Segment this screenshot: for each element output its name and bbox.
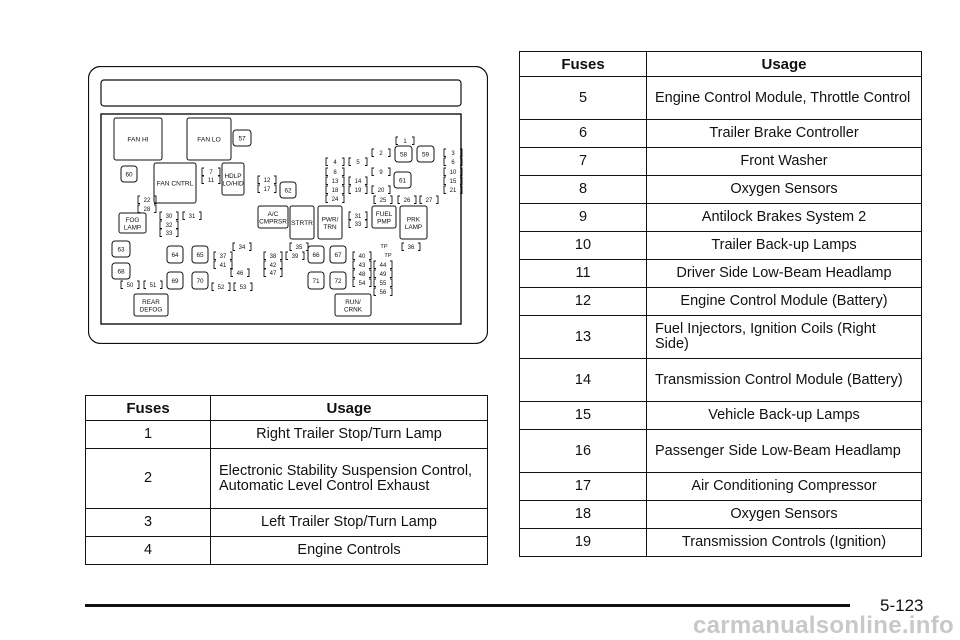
fuse-13-label: 13 [331, 179, 339, 186]
fuse-53-label: 53 [239, 285, 247, 292]
fuse-56-label: 56 [379, 290, 387, 297]
fuse-26-label: 26 [403, 198, 411, 205]
fuse-47-label: 47 [269, 271, 277, 278]
fuse-31-label: 31 [188, 214, 196, 221]
table-row [520, 176, 922, 204]
fuse-number: 9 [520, 204, 647, 232]
table-header-row [520, 52, 922, 77]
fuse-43-label: 43 [358, 263, 366, 270]
table-row [520, 473, 922, 501]
fuse-44-label: 44 [379, 263, 387, 270]
relay-58-label: 58 [399, 151, 408, 159]
relay-69-label: 69 [171, 277, 179, 285]
pwr-trn-relay-box-label: PWR/ [321, 216, 339, 224]
fuse-number: 13 [520, 316, 647, 359]
fuse-7-label: 7 [209, 170, 213, 177]
fuse-11-label: 11 [207, 178, 215, 185]
relay-60-label: 60 [125, 171, 133, 179]
fuse-12-label: 12 [263, 178, 271, 185]
fuse-usage-table-1 [85, 395, 488, 565]
table-row [86, 537, 488, 565]
fog-lamp-relay-box-label: FOG [125, 217, 140, 224]
table-row [520, 402, 922, 430]
fuse-34-label: 34 [238, 245, 246, 252]
relay-67-label: 67 [334, 251, 342, 259]
fuse-46-label: 46 [236, 271, 244, 278]
run-crnk-relay-box-label: RUN/ [345, 299, 361, 306]
fuse-usage: Oxygen Sensors [647, 176, 922, 204]
ac-cmprsr-relay-box-label: A/C [267, 211, 279, 218]
fuse-1-label: 1 [403, 139, 407, 146]
fuse-24-label: 24 [331, 197, 339, 204]
fuse-usage: Left Trailer Stop/Turn Lamp [211, 509, 488, 537]
tp-label: TP [384, 253, 392, 259]
fuse-41-label: 41 [219, 263, 227, 270]
relay-72-label: 72 [334, 277, 342, 285]
fuse-2-label: 2 [379, 151, 383, 158]
ac-cmprsr-relay-box-label: CMPRSR [259, 218, 287, 226]
page-number: 5-123 [880, 596, 924, 615]
column-header-usage: Usage [647, 52, 922, 77]
column-header-usage: Usage [211, 396, 488, 421]
fuse-number: 16 [520, 430, 647, 473]
fuse-8-label: 8 [333, 170, 337, 177]
fuse-usage: Transmission Control Module (Battery) [647, 359, 922, 402]
fuse-usage: Transmission Controls (Ignition) [647, 529, 922, 557]
fuse-28-label: 28 [143, 207, 151, 214]
fuse-55-label: 55 [379, 281, 387, 288]
fuse-40-label: 40 [358, 254, 366, 261]
run-crnk-relay-box-label: CRNK [343, 306, 363, 314]
footer-rule [85, 604, 850, 607]
fuse-5-label: 5 [356, 160, 360, 167]
fuel-pmp-relay-box-label: FUEL [375, 211, 393, 218]
fuse-usage: Front Washer [647, 148, 922, 176]
fuse-usage: Trailer Brake Controller [647, 120, 922, 148]
prk-lamp-relay-box-label: PRK [406, 216, 421, 224]
column-header-fuses: Fuses [520, 52, 647, 77]
fan-hi-relay-box-label: FAN HI [127, 136, 149, 144]
fuse-usage: Trailer Back-up Lamps [647, 232, 922, 260]
fuse-51-label: 51 [149, 283, 157, 290]
fuse-usage: Fuel Injectors, Ignition Coils (Right Side) [647, 316, 922, 359]
fuse-number: 8 [520, 176, 647, 204]
fog-lamp-relay-box-label: LAMP [123, 224, 142, 232]
fuse-number: 5 [520, 77, 647, 120]
hdlp-lohid-relay-box-label: LO/HID [222, 180, 244, 188]
relay-59-label: 59 [421, 151, 430, 159]
fuse-usage: Passenger Side Low-Beam Headlamp [647, 430, 922, 473]
fuse-block-header-bar [101, 80, 461, 106]
relay-65-label: 65 [196, 251, 204, 259]
fuse-17-label: 17 [263, 187, 271, 194]
fuse-number: 7 [520, 148, 647, 176]
fuse-usage: Electronic Stability Suspension Control, Automatic Level Control Exhaust [211, 449, 488, 509]
table-row [520, 77, 922, 120]
table-header-row [86, 396, 488, 421]
fuse-50-label: 50 [126, 283, 134, 290]
fuse-10-label: 10 [449, 170, 457, 177]
strtr-relay-box-label: STRTR [291, 220, 313, 227]
relay-64-label: 64 [171, 251, 179, 259]
relay-61-label: 61 [398, 177, 407, 185]
fuse-number: 15 [520, 402, 647, 430]
fuse-usage: Engine Control Module, Throttle Control [647, 77, 922, 120]
table-row [520, 359, 922, 402]
fuse-9-label: 9 [379, 170, 383, 177]
fuse-number: 6 [520, 120, 647, 148]
fan-lo-relay-box-label: FAN LO [197, 136, 221, 144]
fuse-number: 10 [520, 232, 647, 260]
fuse-20-label: 20 [377, 188, 385, 195]
fan-cntrl-relay-box-label: FAN CNTRL [156, 180, 194, 188]
relay-62-label: 62 [284, 187, 292, 195]
watermark: carmanualsonline.info [692, 612, 954, 639]
fuse-number: 3 [86, 509, 211, 537]
table-row [520, 232, 922, 260]
fuse-number: 17 [520, 473, 647, 501]
table-row [520, 148, 922, 176]
fuse-19-label: 19 [354, 188, 362, 195]
rear-defog-relay-box-label: DEFOG [139, 306, 163, 314]
fuse-37-label: 37 [219, 254, 227, 261]
fuse-21-label: 21 [449, 188, 457, 195]
fuse-number: 11 [520, 260, 647, 288]
table-row [86, 421, 488, 449]
table-row [520, 120, 922, 148]
fuse-block-diagram [88, 66, 488, 344]
table-row [520, 260, 922, 288]
table-row [520, 501, 922, 529]
fuse-27-label: 27 [425, 198, 433, 205]
fuse-15-label: 15 [449, 179, 457, 186]
fuse-39-label: 39 [291, 254, 299, 261]
table-row [520, 204, 922, 232]
fuse-usage: Oxygen Sensors [647, 501, 922, 529]
table-row [86, 509, 488, 537]
fuse-3-label: 3 [451, 151, 455, 158]
fuse-usage: Right Trailer Stop/Turn Lamp [211, 421, 488, 449]
fuse-18-label: 18 [331, 188, 339, 195]
table-row [86, 449, 488, 509]
column-header-fuses: Fuses [86, 396, 211, 421]
fuse-38-label: 38 [269, 254, 277, 261]
rear-defog-relay-box-label: REAR [142, 299, 160, 306]
table-row [520, 430, 922, 473]
table-row [520, 316, 922, 359]
fuse-number: 18 [520, 501, 647, 529]
fuse-usage-table-2 [519, 51, 922, 557]
relay-68-label: 68 [117, 268, 125, 276]
fuse-32-label: 32 [165, 223, 173, 230]
relay-66-label: 66 [312, 251, 320, 259]
fuse-usage: Engine Controls [211, 537, 488, 565]
relay-71-label: 71 [312, 277, 320, 285]
fuse-48-label: 48 [358, 272, 366, 279]
prk-lamp-relay-box-label: LAMP [404, 224, 423, 231]
fuse-block-svg [88, 66, 488, 344]
fuse-usage: Air Conditioning Compressor [647, 473, 922, 501]
fuse-usage: Engine Control Module (Battery) [647, 288, 922, 316]
fuse-33-secondary-label: 33 [165, 231, 173, 238]
fuel-pmp-relay-box-label: PMP [377, 218, 391, 226]
fuse-54-label: 54 [358, 281, 366, 288]
fuse-usage: Antilock Brakes System 2 [647, 204, 922, 232]
fuse-33-label: 33 [354, 222, 362, 229]
hdlp-lohid-relay-box-label: HDLP [224, 173, 242, 180]
fuse-14-label: 14 [354, 179, 362, 186]
fuse-36-label: 36 [407, 245, 415, 252]
tp-label: TP [380, 244, 388, 250]
fuse-number: 4 [86, 537, 211, 565]
pwr-trn-relay-box-label: TRN [323, 224, 337, 231]
table-row [520, 288, 922, 316]
fuse-number: 2 [86, 449, 211, 509]
relay-70-label: 70 [196, 277, 204, 285]
fuse-6-label: 6 [451, 160, 455, 167]
fuse-number: 14 [520, 359, 647, 402]
fuse-4-label: 4 [333, 160, 337, 167]
fuse-22-label: 22 [143, 198, 151, 205]
relay-63-label: 63 [117, 246, 125, 254]
fuse-42-label: 42 [269, 263, 277, 270]
table-row [520, 529, 922, 557]
fuse-52-label: 52 [217, 285, 225, 292]
relay-57-label: 57 [238, 135, 246, 143]
fuse-usage: Vehicle Back-up Lamps [647, 402, 922, 430]
fuse-30-label: 30 [165, 214, 173, 221]
fuse-31-secondary-label: 31 [354, 214, 362, 221]
fuse-number: 12 [520, 288, 647, 316]
fuse-25-label: 25 [379, 198, 387, 205]
fuse-number: 1 [86, 421, 211, 449]
fuse-usage: Driver Side Low-Beam Headlamp [647, 260, 922, 288]
fuse-49-label: 49 [379, 272, 387, 279]
fuse-number: 19 [520, 529, 647, 557]
fuse-35-label: 35 [295, 245, 303, 252]
